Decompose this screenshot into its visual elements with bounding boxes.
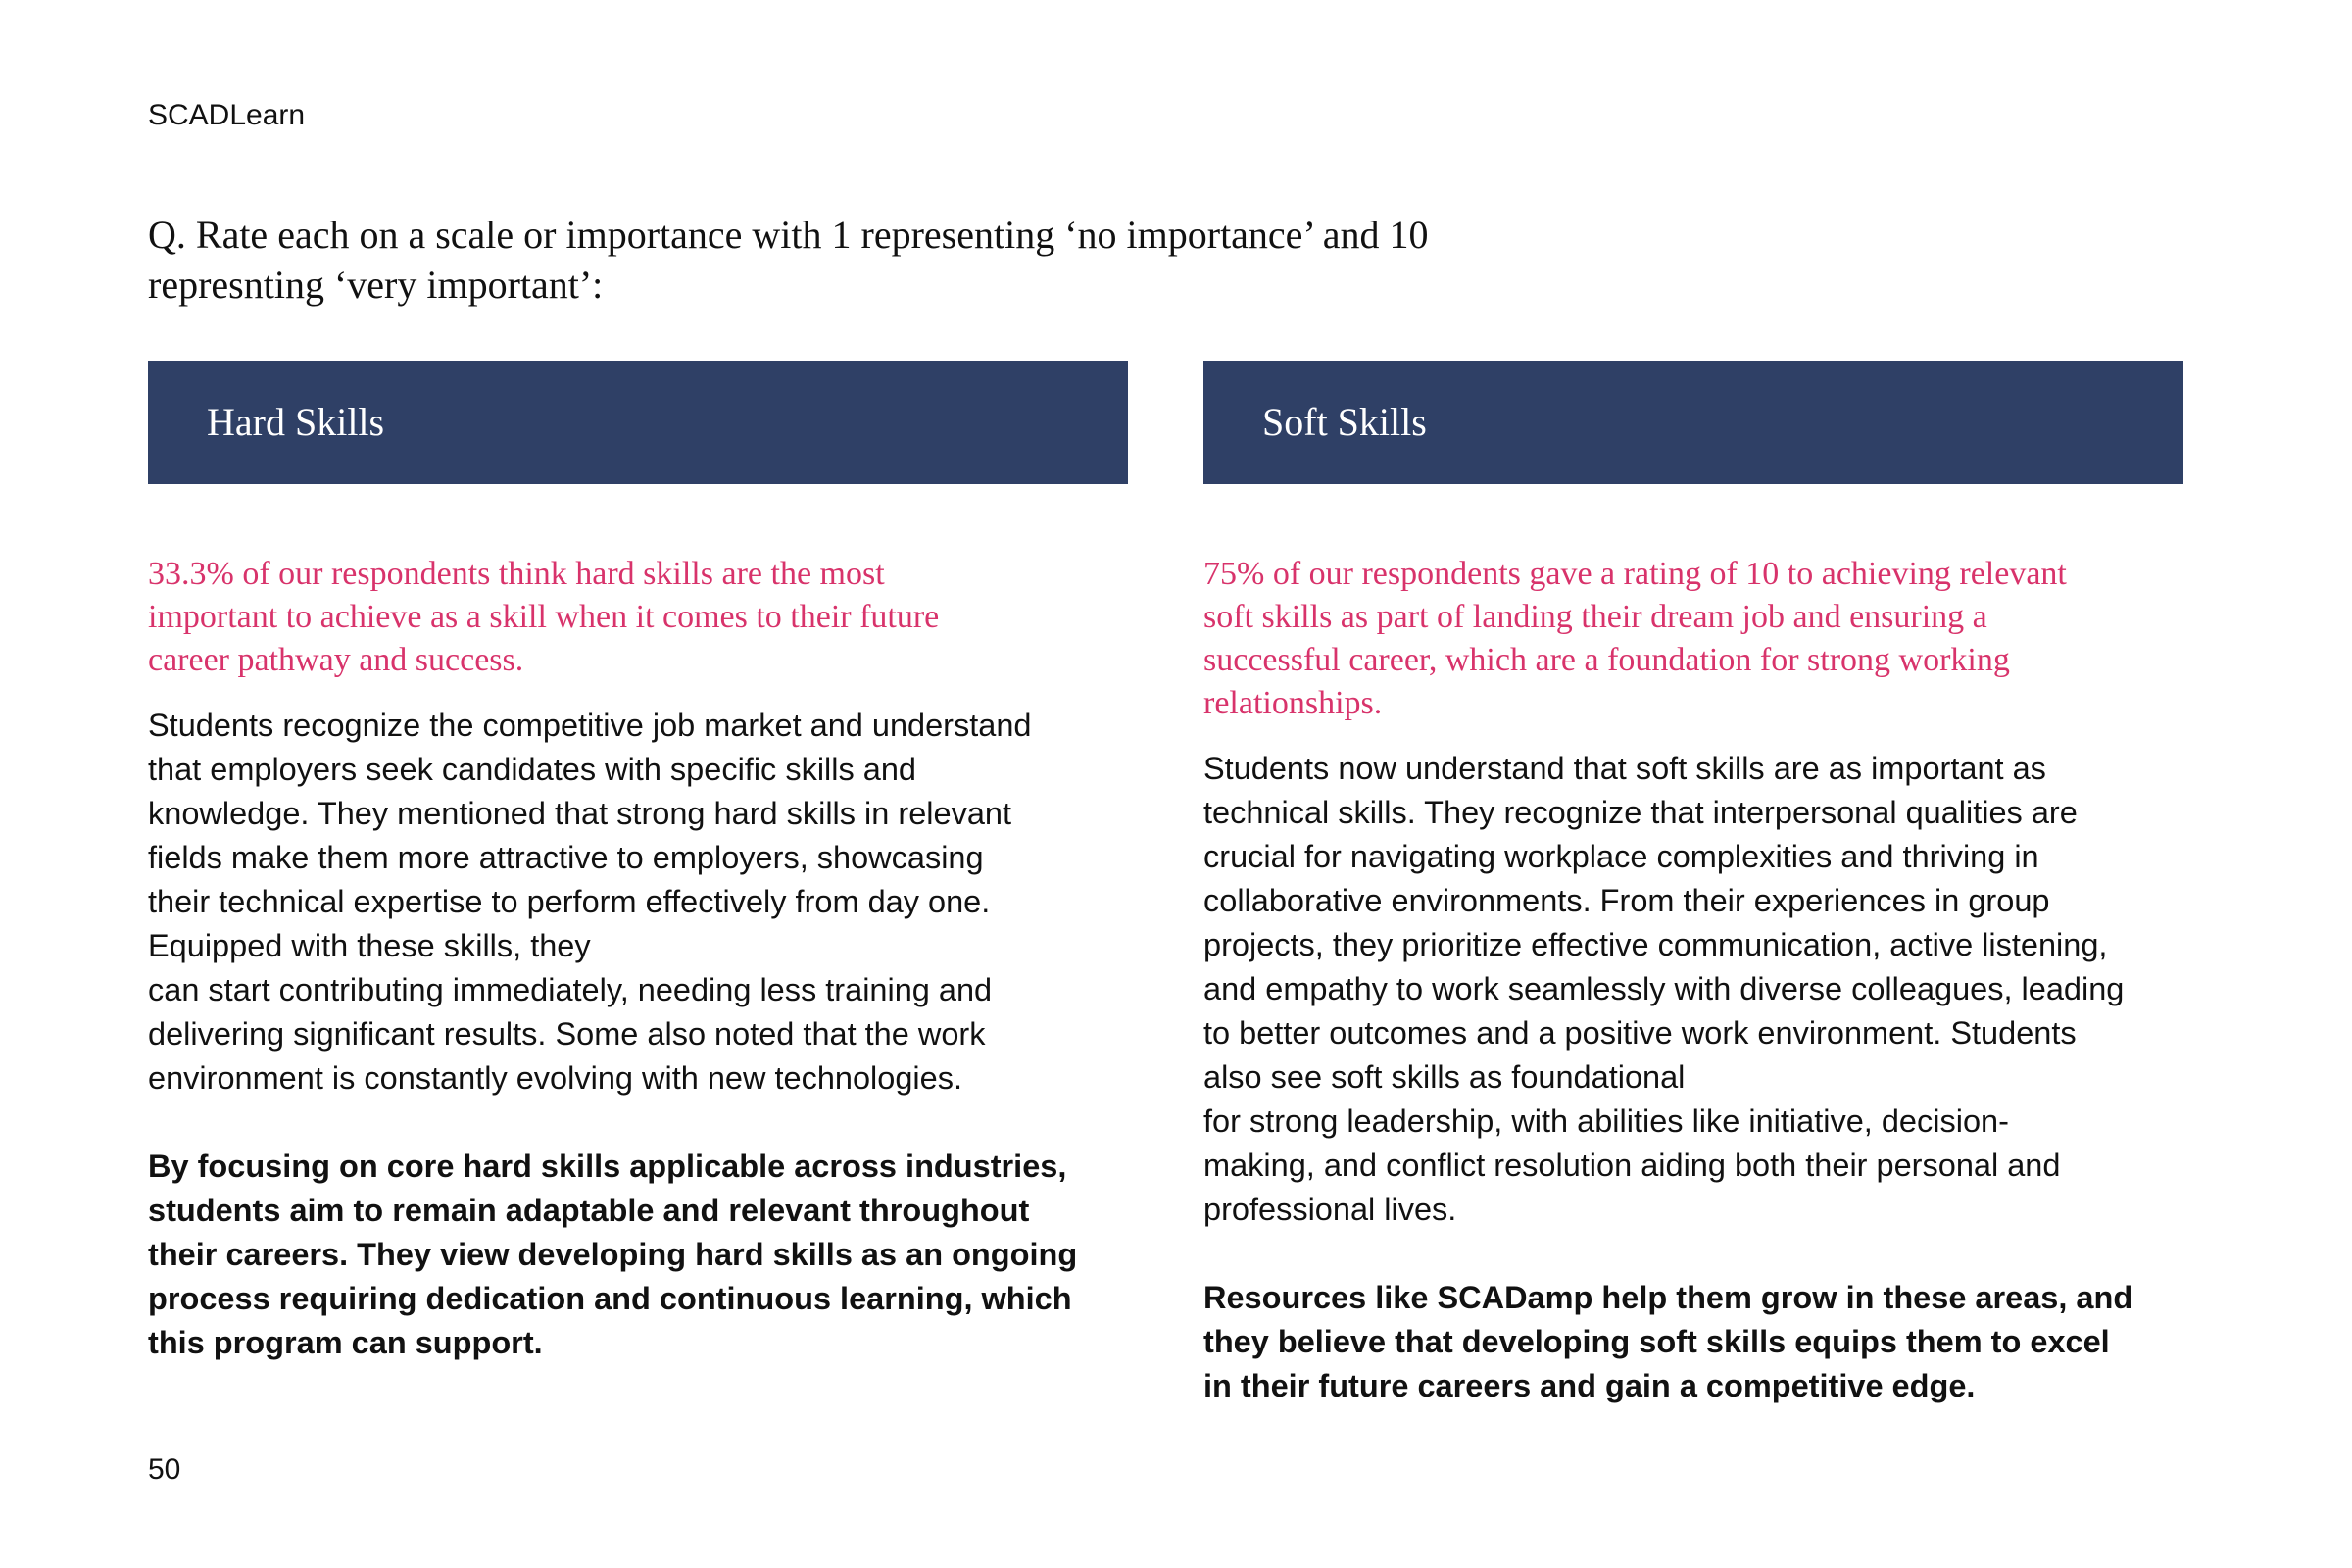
soft-skills-conclusion: Resources like SCADamp help them grow in these areas, and they believe that developing soft skills equips them to excel in their future careers and gain a competitive edge. bbox=[1203, 1280, 2133, 1403]
hard-skills-column bbox=[148, 361, 1128, 1365]
hard-skills-body: Students recognize the competitive job market and understand that employers seek candidates with specific skills and knowledge. They mentioned that strong hard skills in relevant fields make them more attractive to employers, showcasing their technical expertise to perform effectively from day one. Equipped with these skills, they can start contributing immediately, needing less training and delivering significant results. Some also noted that the work environment is constantly evolving with new technologies. bbox=[148, 708, 1032, 1096]
hard-skills-banner bbox=[148, 361, 1128, 484]
soft-skills-body: Students now understand that soft skills are as important as technical skills. They recognize that interpersonal qualities are crucial for navigating workplace complexities and thriving in collaborative environments. From their experiences in group projects, they prioritize effective communication, active listening, and empathy to work seamlessly with diverse colleagues, leading to better outcomes and a positive work environment. Students also see soft skills as foundational for strong leadership, with abilities like initiative, decision- making, and conflict resolution aiding both their personal and professional lives. bbox=[1203, 751, 2125, 1227]
survey-question bbox=[148, 210, 1618, 310]
soft-skills-title: Soft Skills bbox=[1262, 400, 1427, 444]
page-number: 50 bbox=[148, 1453, 181, 1486]
hard-skills-title: Hard Skills bbox=[207, 400, 385, 444]
hard-skills-stat: 33.3% of our respondents think hard skills are the most important to achieve as a skill when it comes to their future career pathway and success. bbox=[148, 556, 940, 678]
soft-skills-column bbox=[1203, 361, 2183, 1408]
brand-name: SCADLearn bbox=[148, 99, 306, 131]
soft-skills-stat: 75% of our respondents gave a rating of 10 to achieving relevant soft skills as part of landing their dream job and ensuring a successful career, which are a foundation for strong working relationships. bbox=[1203, 556, 2067, 721]
question-text: Q. Rate each on a scale or importance with 1 representing ‘no importance’ and 10 represnting ‘very important’: bbox=[148, 213, 1429, 307]
soft-skills-banner bbox=[1203, 361, 2183, 484]
hard-skills-conclusion: By focusing on core hard skills applicable across industries, students aim to remain adaptable and relevant throughout their careers. They view developing hard skills as an ongoing process requiring dedication and continuous learning, which this program can support. bbox=[148, 1149, 1078, 1360]
